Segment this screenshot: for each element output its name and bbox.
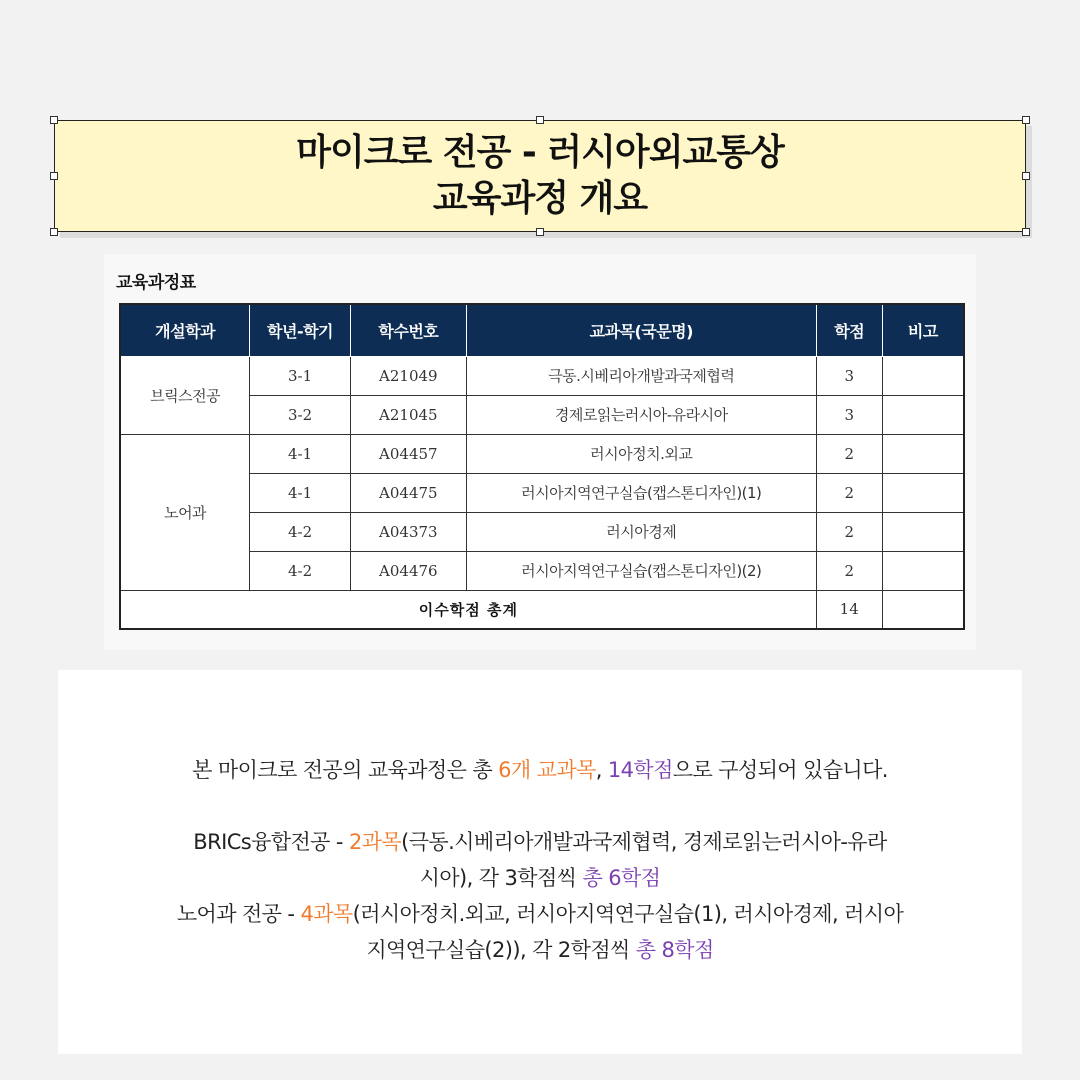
header-code: 학수번호 xyxy=(350,304,466,356)
resize-handle-top-right[interactable] xyxy=(1022,116,1030,124)
table-row xyxy=(120,434,964,473)
code-cell: A21045 xyxy=(350,395,466,434)
total-note-cell xyxy=(882,590,964,629)
term-cell: 3-2 xyxy=(250,395,351,434)
note-cell xyxy=(882,434,964,473)
note-cell xyxy=(882,356,964,395)
summary-text-span: 으로 구성되어 있습니다. xyxy=(672,758,888,782)
total-credit-cell: 14 xyxy=(816,590,882,629)
code-cell: A04373 xyxy=(350,512,466,551)
header-note: 비고 xyxy=(882,304,964,356)
resize-handle-bottom-left[interactable] xyxy=(50,228,58,236)
term-cell: 4-1 xyxy=(250,434,351,473)
summary-text-span: 노어과 전공 - xyxy=(176,902,301,926)
summary-text-span: (극동.시베리아개발과국제협력, 경제로읽는러시아-유라 xyxy=(401,830,887,854)
course-cell: 러시아지역연구실습(캡스톤디자인)(1) xyxy=(466,473,816,512)
term-cell: 4-2 xyxy=(250,512,351,551)
total-row xyxy=(120,590,964,629)
table-caption: 교육과정표 xyxy=(116,273,196,293)
title-textbox[interactable] xyxy=(54,120,1026,232)
credit-cell: 2 xyxy=(816,434,882,473)
resize-handle-bottom-middle[interactable] xyxy=(536,228,544,236)
summary-text-span: (러시아정치.외교, 러시아지역연구실습(1), 러시아경제, 러시아 xyxy=(352,902,904,926)
header-credit: 학점 xyxy=(816,304,882,356)
resize-handle-middle-left[interactable] xyxy=(50,172,58,180)
summary-text xyxy=(98,752,982,968)
table-row xyxy=(120,356,964,395)
summary-paragraph-overview xyxy=(98,752,982,788)
course-cell: 러시아정치.외교 xyxy=(466,434,816,473)
title-box[interactable] xyxy=(54,120,1026,232)
summary-panel xyxy=(58,670,1022,1054)
credit-cell: 3 xyxy=(816,395,882,434)
curriculum-table xyxy=(119,303,965,630)
header-term: 학년-학기 xyxy=(250,304,351,356)
curriculum-table-panel xyxy=(104,254,976,650)
highlight-credit-total: 총 6학점 xyxy=(582,866,661,890)
dept-cell: 노어과 xyxy=(120,434,250,590)
course-cell: 극동.시베리아개발과국제협력 xyxy=(466,356,816,395)
note-cell xyxy=(882,395,964,434)
credit-cell: 3 xyxy=(816,356,882,395)
code-cell: A04457 xyxy=(350,434,466,473)
resize-handle-top-left[interactable] xyxy=(50,116,58,124)
summary-text-span: 본 마이크로 전공의 교육과정은 총 xyxy=(192,758,499,782)
course-cell: 러시아경제 xyxy=(466,512,816,551)
highlight-course-count: 2과목 xyxy=(348,830,402,854)
highlight-course-count: 4과목 xyxy=(300,902,353,926)
title-line-1: 마이크로 전공 - 러시아외교통상 xyxy=(296,132,784,173)
summary-text-span: 시아), 각 3학점씩 xyxy=(419,866,583,890)
note-cell xyxy=(882,512,964,551)
summary-text-span: , xyxy=(595,758,608,782)
course-cell: 경제로읽는러시아-유라시아 xyxy=(466,395,816,434)
term-cell: 4-1 xyxy=(250,473,351,512)
dept-cell: 브릭스전공 xyxy=(120,356,250,434)
summary-text-span: BRICs융합전공 - xyxy=(193,830,349,854)
note-cell xyxy=(882,473,964,512)
term-cell: 3-1 xyxy=(250,356,351,395)
title-line-2: 교육과정 개요 xyxy=(432,178,648,219)
credit-cell: 2 xyxy=(816,551,882,590)
code-cell: A21049 xyxy=(350,356,466,395)
note-cell xyxy=(882,551,964,590)
table-header-row xyxy=(120,304,964,356)
credit-cell: 2 xyxy=(816,473,882,512)
credit-cell: 2 xyxy=(816,512,882,551)
header-dept: 개설학과 xyxy=(120,304,250,356)
paragraph-gap xyxy=(98,788,982,824)
code-cell: A04475 xyxy=(350,473,466,512)
summary-paragraph-brics xyxy=(98,824,982,896)
term-cell: 4-2 xyxy=(250,551,351,590)
header-course: 교과목(국문명) xyxy=(466,304,816,356)
course-cell: 러시아지역연구실습(캡스톤디자인)(2) xyxy=(466,551,816,590)
summary-text-span: 지역연구실습(2)), 각 2학점씩 xyxy=(366,938,636,962)
summary-paragraph-russian xyxy=(98,896,982,968)
resize-handle-bottom-right[interactable] xyxy=(1022,228,1030,236)
resize-handle-middle-right[interactable] xyxy=(1022,172,1030,180)
highlight-credit-total: 14학점 xyxy=(607,758,673,782)
resize-handle-top-middle[interactable] xyxy=(536,116,544,124)
highlight-course-count: 6개 교과목 xyxy=(498,758,596,782)
total-label-cell: 이수학점 총계 xyxy=(120,590,816,629)
highlight-credit-total: 총 8학점 xyxy=(635,938,714,962)
code-cell: A04476 xyxy=(350,551,466,590)
